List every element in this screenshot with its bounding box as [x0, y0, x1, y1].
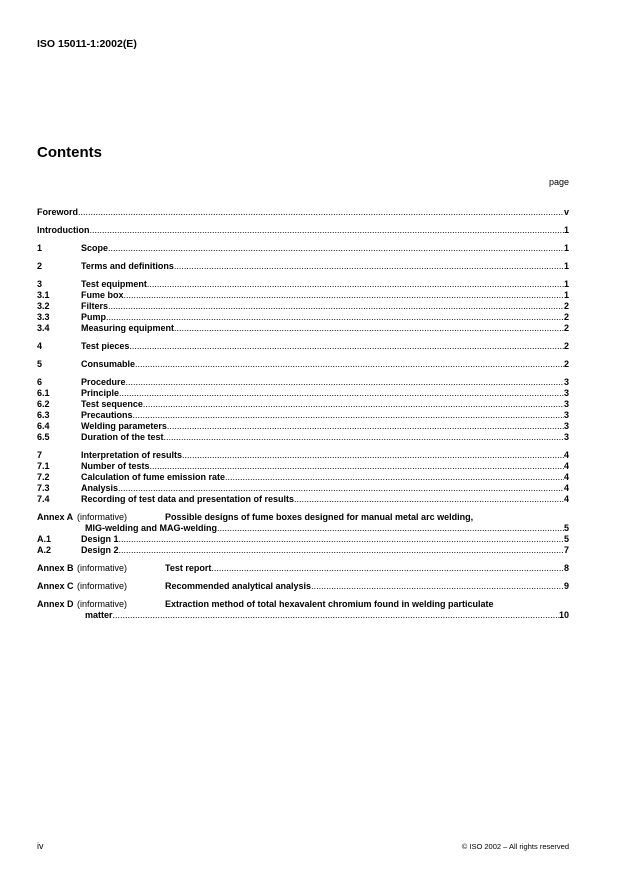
toc-entry-page: 1	[563, 279, 569, 289]
toc-entry-number: 6	[37, 377, 43, 387]
toc-entry-number: 6.4	[37, 421, 50, 431]
toc-entry-title: Analysis	[81, 483, 119, 493]
toc-entry-title: Recommended analytical analysis	[165, 581, 312, 591]
toc-entry-title-line	[81, 432, 569, 443]
toc-entry[interactable]	[37, 512, 569, 534]
toc-entry-page: 1	[563, 290, 569, 300]
toc-entry[interactable]	[37, 399, 569, 410]
toc-entry-title-line	[165, 599, 569, 610]
toc-entry-informative: (informative)	[77, 581, 128, 591]
toc-leader-dots	[143, 399, 564, 410]
toc-entry-title-continued: MIG-welding and MAG-welding	[85, 523, 217, 533]
toc-entry-page: v	[563, 207, 569, 217]
toc-entry-title: Recording of test data and presentation of results	[81, 494, 295, 504]
toc-entry-title-line	[165, 563, 569, 574]
toc-entry-number: 3.1	[37, 290, 50, 300]
toc-entry[interactable]	[37, 207, 569, 218]
toc-entry-number: Annex A	[37, 512, 74, 522]
toc-entry-page: 3	[563, 432, 569, 442]
toc-entry-title: Design 2	[81, 545, 119, 555]
toc-entry-page: 2	[563, 301, 569, 311]
toc-entry-title-line	[81, 399, 569, 410]
toc-entry[interactable]	[37, 377, 569, 388]
toc-entry-page: 4	[563, 494, 569, 504]
toc-leader-dots	[108, 301, 564, 312]
toc-entry-title: Consumable	[81, 359, 136, 369]
toc-entry-title-line	[81, 323, 569, 334]
toc-entry-title: Pump	[81, 312, 107, 322]
toc-entry-number: 6.2	[37, 399, 50, 409]
toc-entry-informative: (informative)	[77, 599, 128, 609]
toc-entry-page: 2	[563, 312, 569, 322]
toc-entry[interactable]	[37, 581, 569, 592]
toc-leader-dots	[129, 341, 564, 352]
toc-entry-title-line	[37, 207, 569, 218]
toc-leader-dots	[225, 472, 564, 483]
toc-entry-title-line	[81, 261, 569, 272]
toc-entry-title: Number of tests	[81, 461, 150, 471]
toc-entry-number: 7.1	[37, 461, 50, 471]
toc-entry-page: 4	[563, 483, 569, 493]
toc-entry[interactable]	[37, 494, 569, 505]
toc-entry-page: 5	[563, 534, 569, 544]
toc-entry-title-line	[165, 581, 569, 592]
toc-leader-dots	[167, 421, 564, 432]
toc-entry-title-line	[85, 523, 569, 534]
toc-entry-number: 7.3	[37, 483, 50, 493]
toc-leader-dots	[108, 243, 564, 254]
toc-entry-page: 10	[558, 610, 569, 620]
toc-leader-dots	[135, 359, 564, 370]
toc-entry-number: 7.2	[37, 472, 50, 482]
toc-entry-title: Calculation of fume emission rate	[81, 472, 226, 482]
toc-leader-dots	[106, 312, 564, 323]
toc-entry-title: Possible designs of fume boxes designed for manual metal arc welding,	[165, 512, 474, 522]
page-column-label: page	[548, 177, 569, 187]
toc-entry-number: 1	[37, 243, 43, 253]
toc-leader-dots	[174, 323, 564, 334]
toc-leader-dots	[113, 610, 559, 621]
toc-entry-page: 3	[563, 410, 569, 420]
toc-entry-title: Design 1	[81, 534, 119, 544]
document-id: ISO 15011-1:2002(E)	[37, 38, 137, 50]
toc-entry-page: 3	[563, 399, 569, 409]
toc-entry-number: 7	[37, 450, 43, 460]
toc-entry-title: Procedure	[81, 377, 126, 387]
toc-entry-title: Test sequence	[81, 399, 143, 409]
toc-entry-informative: (informative)	[77, 563, 128, 573]
toc-entry-number: 3.2	[37, 301, 50, 311]
toc-entry-number: A.1	[37, 534, 52, 544]
toc-entry-number: 3.3	[37, 312, 50, 322]
toc-entry-title: Test report	[165, 563, 212, 573]
toc-entry[interactable]	[37, 243, 569, 254]
toc-entry-page: 4	[563, 450, 569, 460]
toc-entry-title-line	[81, 534, 569, 545]
toc-entry-title: Scope	[81, 243, 109, 253]
toc-entry-title: Foreword	[37, 207, 79, 217]
toc-entry-title: Filters	[81, 301, 109, 311]
toc-entry-number: 7.4	[37, 494, 50, 504]
toc-entry-page: 3	[563, 377, 569, 387]
toc-entry-number: Annex D	[37, 599, 74, 609]
toc-entry-page: 9	[563, 581, 569, 591]
toc-entry-title: Introduction	[37, 225, 90, 235]
toc-entry[interactable]	[37, 545, 569, 556]
toc-entry-title: Precautions	[81, 410, 133, 420]
toc-entry[interactable]	[37, 225, 569, 236]
toc-entry-title: Principle	[81, 388, 120, 398]
toc-entry-title: Measuring equipment	[81, 323, 175, 333]
toc-entry-title: Duration of the test	[81, 432, 164, 442]
toc-leader-dots	[124, 290, 564, 301]
toc-entry-title: Terms and definitions	[81, 261, 174, 271]
toc-entry-page: 1	[563, 225, 569, 235]
toc-leader-dots	[211, 563, 564, 574]
toc-entry-title-line	[81, 290, 569, 301]
toc-entry-title-line	[81, 450, 569, 461]
toc-entry[interactable]	[37, 421, 569, 432]
toc-entry-title-line	[81, 494, 569, 505]
toc-entry-informative: (informative)	[77, 512, 128, 522]
toc-entry-page: 2	[563, 341, 569, 351]
toc-leader-dots	[119, 545, 564, 556]
toc-entry-page: 3	[563, 421, 569, 431]
toc-entry[interactable]	[37, 410, 569, 421]
toc-entry-title: Test pieces	[81, 341, 130, 351]
toc-leader-dots	[164, 432, 564, 443]
toc-entry[interactable]	[37, 312, 569, 323]
toc-entry-title-line	[81, 279, 569, 290]
toc-entry-title-line	[37, 225, 569, 236]
toc-entry-page: 1	[563, 243, 569, 253]
toc-entry-number: 3.4	[37, 323, 50, 333]
toc-entry-title-line	[81, 312, 569, 323]
toc-leader-dots	[174, 261, 564, 272]
toc-entry-title-continued: matter	[85, 610, 113, 620]
toc-entry-title-line	[81, 472, 569, 483]
toc-entry-title-line	[81, 461, 569, 472]
toc-entry[interactable]	[37, 290, 569, 301]
toc-entry-title-line	[81, 545, 569, 556]
toc-entry-number: Annex B	[37, 563, 74, 573]
toc-leader-dots	[217, 523, 564, 534]
toc-leader-dots	[78, 207, 564, 218]
page-title: Contents	[37, 144, 102, 161]
toc-entry-number: 3	[37, 279, 43, 289]
toc-entry-number: 5	[37, 359, 43, 369]
toc-entry-page: 7	[563, 545, 569, 555]
toc-entry-title-line	[81, 377, 569, 388]
toc-entry[interactable]	[37, 323, 569, 334]
toc-entry-page: 4	[563, 472, 569, 482]
toc-entry-number: 6.3	[37, 410, 50, 420]
toc-entry[interactable]	[37, 472, 569, 483]
toc-entry-title-line	[165, 512, 569, 523]
toc-entry-number: 6.1	[37, 388, 50, 398]
toc-leader-dots	[147, 279, 564, 290]
toc-leader-dots	[118, 483, 564, 494]
toc-entry[interactable]	[37, 450, 569, 461]
toc-entry-title-line	[81, 421, 569, 432]
toc-entry-title-line	[81, 301, 569, 312]
toc-leader-dots	[119, 388, 564, 399]
toc-entry[interactable]	[37, 599, 569, 621]
toc-entry[interactable]	[37, 359, 569, 370]
toc-leader-dots	[119, 534, 564, 545]
toc-entry-title: Test equipment	[81, 279, 147, 289]
toc-entry-title-line	[81, 359, 569, 370]
toc-entry-number: Annex C	[37, 581, 74, 591]
toc-entry-page: 4	[563, 461, 569, 471]
toc-entry[interactable]	[37, 279, 569, 290]
toc-entry-title: Interpretation of results	[81, 450, 183, 460]
toc-entry-title: Fume box	[81, 290, 124, 300]
toc-entry-title: Welding parameters	[81, 421, 167, 431]
footer-page-number: iv	[37, 841, 44, 851]
toc-entry-page: 2	[563, 323, 569, 333]
toc-entry-number: 2	[37, 261, 43, 271]
toc-entry[interactable]	[37, 388, 569, 399]
toc-entry-page: 3	[563, 388, 569, 398]
toc-entry-page: 8	[563, 563, 569, 573]
toc-entry[interactable]	[37, 341, 569, 352]
toc-leader-dots	[133, 410, 564, 421]
toc-entry-number: 4	[37, 341, 43, 351]
toc-leader-dots	[311, 581, 564, 592]
toc-entry-title-line	[81, 243, 569, 254]
toc-entry-page: 2	[563, 359, 569, 369]
toc-entry[interactable]	[37, 301, 569, 312]
toc-entry-title-line	[81, 388, 569, 399]
toc-entry[interactable]	[37, 461, 569, 472]
toc-entry[interactable]	[37, 534, 569, 545]
toc-leader-dots	[294, 494, 564, 505]
table-of-contents	[37, 207, 569, 621]
toc-leader-dots	[126, 377, 564, 388]
toc-entry[interactable]	[37, 483, 569, 494]
toc-entry-title-line	[81, 483, 569, 494]
toc-leader-dots	[90, 225, 564, 236]
toc-entry-page: 1	[563, 261, 569, 271]
toc-entry-title-line	[81, 341, 569, 352]
toc-leader-dots	[182, 450, 564, 461]
toc-entry-number: 6.5	[37, 432, 50, 442]
toc-entry-number: A.2	[37, 545, 52, 555]
toc-entry[interactable]	[37, 261, 569, 272]
toc-entry-title-line	[81, 410, 569, 421]
toc-entry-title: Extraction method of total hexavalent chromium found in welding particulate	[165, 599, 494, 609]
footer-copyright: © ISO 2002 – All rights reserved	[461, 842, 569, 851]
toc-entry[interactable]	[37, 563, 569, 574]
toc-leader-dots	[150, 461, 564, 472]
toc-entry-page: 5	[563, 523, 569, 533]
toc-entry-title-line	[85, 610, 569, 621]
toc-entry[interactable]	[37, 432, 569, 443]
